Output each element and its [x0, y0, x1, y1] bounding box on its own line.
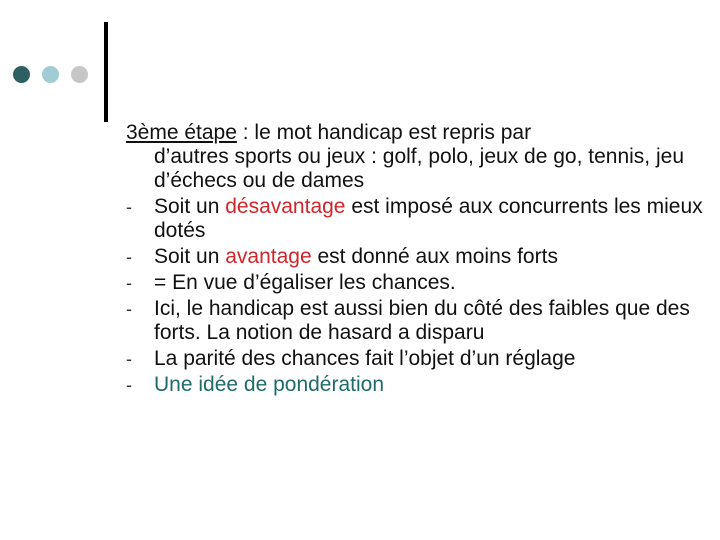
list-item [126, 297, 706, 345]
decorative-dot-dark [13, 66, 30, 83]
step-label: 3ème étape [126, 121, 237, 144]
bullet-emphasis: Une idée de pondération [154, 373, 385, 396]
decorative-dot-light [42, 66, 59, 83]
list-item [126, 271, 706, 295]
decorative-dot-grey [71, 66, 88, 83]
bullet-dash: - [126, 349, 132, 369]
list-item [126, 245, 706, 269]
bullet-text: Soit un [154, 195, 226, 218]
bullet-dash: - [126, 273, 132, 293]
bullet-emphasis: désavantage [225, 195, 346, 218]
bullet-text: Ici, le handicap est aussi bien du côté des faibles que des forts. La notion de hasard a disparu [154, 297, 690, 344]
list-item [126, 195, 706, 243]
bullet-dash: - [126, 197, 132, 217]
slide-content [126, 121, 706, 397]
bullet-dash: - [126, 375, 132, 395]
bullet-dash: - [126, 299, 132, 319]
intro-text-rest: d’autres sports ou jeux : golf, polo, jeux de go, tennis, jeu d’échecs ou de dames [154, 145, 684, 192]
bullet-text-after: est donné aux moins forts [311, 245, 558, 268]
bullet-text: Soit un [154, 245, 226, 268]
list-item [126, 373, 706, 397]
list-item [126, 347, 706, 371]
bullet-text: La parité des chances fait l’objet d’un réglage [154, 347, 576, 370]
bullet-dash: - [126, 247, 132, 267]
vertical-divider [104, 22, 108, 122]
intro-text-first: : le mot handicap est repris par [236, 121, 532, 144]
intro-paragraph [126, 121, 706, 193]
bullet-emphasis: avantage [225, 245, 312, 268]
bullet-text-after: est imposé aux concurrents les mieux dotés [154, 195, 703, 242]
bullet-text: = En vue d’égaliser les chances. [154, 271, 456, 294]
